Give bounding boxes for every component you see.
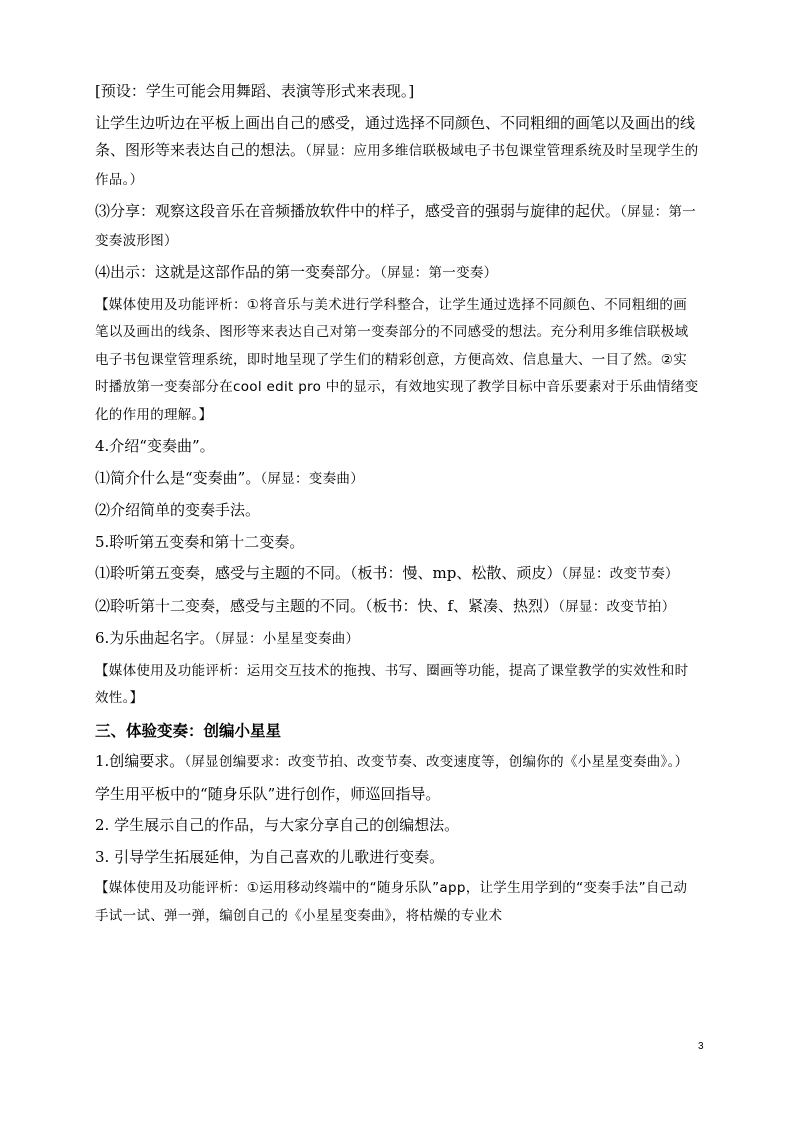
paragraph-12: 6.为乐曲起名字。（屏显：小星星变奏曲） bbox=[95, 629, 360, 647]
paragraph-3: ⑶分享：观察这段音乐在音频播放软件中的样子，感受音的强弱与旋律的起伏。（屏显：第一变奏波形图） bbox=[95, 202, 697, 249]
paragraph-8: ⑵介绍简单的变奏手法。 bbox=[95, 501, 261, 519]
media-analysis-2: 【媒体使用及功能评析：运用交互技术的拖拽、书写、圈画等功能，提高了课堂教学的实效性和时效性。】 bbox=[95, 662, 689, 706]
page-number: 3 bbox=[698, 1041, 704, 1052]
document-body bbox=[95, 78, 699, 930]
paragraph-9: 5.聆听第五变奏和第十二变奏。 bbox=[95, 532, 305, 551]
paragraph-16: 学生用平板中的“随身乐队”进行创作，师巡回指导。 bbox=[95, 784, 441, 803]
section-heading: 三、体验变奏：创编小星星 bbox=[95, 720, 282, 740]
paragraph-4: ⑷出示：这就是这部作品的第一变奏部分。（屏显：第一变奏） bbox=[95, 263, 498, 281]
paragraph-6: 4.介绍“变奏曲”。 bbox=[95, 437, 215, 455]
paragraph-18: 3. 引导学生拓展延伸，为自己喜欢的儿歌进行变奏。 bbox=[95, 847, 445, 866]
paragraph-11: ⑵聆听第十二变奏，感受与主题的不同。（板书：快、f、紧凑、热烈）（屏显：改变节拍） bbox=[95, 596, 676, 615]
paragraph-17: 2. 学生展示自己的作品，与大家分享自己的创编想法。 bbox=[95, 816, 460, 834]
media-analysis-3: 【媒体使用及功能评析：①运用移动终端中的“随身乐队”app，让学生用学到的“变奏手法”自己动手试一试、弹一弹，编创自己的《小星星变奏曲》，将枯燥的专业术 bbox=[95, 880, 688, 924]
paragraph-2: 让学生边听边在平板上画出自己的感受，通过选择不同颜色、不同粗细的画笔以及画出的线条、图形等来表达自己的想法。（屏显：应用多维信联极域电子书包课堂管理系统及时呈现学生的作品。） bbox=[95, 113, 699, 188]
paragraph-7: ⑴简介什么是“变奏曲”。（屏显：变奏曲） bbox=[95, 468, 364, 487]
paragraph-1: [预设：学生可能会用舞蹈、表演等形式来表现。] bbox=[95, 82, 415, 100]
paragraph-15: 1.创编要求。（屏显创编要求：改变节拍、改变节奏、改变速度等，创编你的《小星星变奏曲》。） bbox=[95, 752, 689, 770]
media-analysis-1: 【媒体使用及功能评析：①将音乐与美术进行学科整合，让学生通过选择不同颜色、不同粗细的画笔以及画出的线条、图形等来表达自己对第一变奏部分的不同感受的想法。充分利用多维信联极域电子书包课堂管理系统，即时地呈现了学生们的精彩创意，方便高效、信息量大、一目了然。②实时播放第一变奏部分在cool edit pro 中的显示，有效地实现了教学目标中音乐要素对于乐曲情绪变化的作用的理解。】 bbox=[95, 296, 699, 423]
paragraph-10: ⑴聆听第五变奏，感受与主题的不同。（板书：慢、mp、松散、顽皮）（屏显：改变节奏） bbox=[95, 564, 679, 582]
